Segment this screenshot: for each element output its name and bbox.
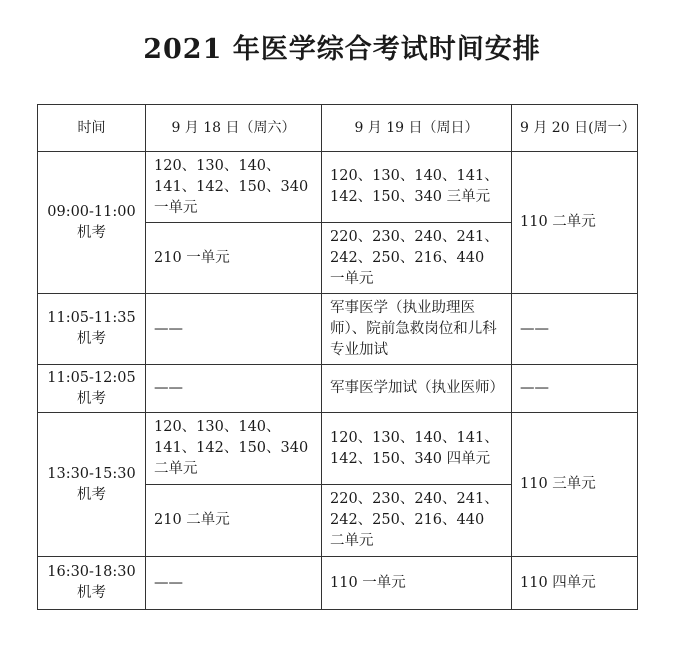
sep18-cell: 210 二单元 bbox=[146, 485, 322, 557]
table-row bbox=[38, 365, 638, 413]
time-cell bbox=[38, 365, 146, 413]
time-range: 11:05-12:05 bbox=[47, 369, 136, 386]
sep18-cell: —— bbox=[146, 294, 322, 365]
exam-mode: 机考 bbox=[77, 390, 106, 407]
time-range: 13:30-15:30 bbox=[47, 465, 136, 482]
sep20-cell: 110 二单元 bbox=[512, 152, 638, 294]
schedule-table bbox=[37, 104, 638, 610]
sep19-cell: 120、130、140、141、142、150、340 四单元 bbox=[322, 413, 512, 485]
exam-mode: 机考 bbox=[77, 486, 106, 503]
time-cell bbox=[38, 413, 146, 557]
time-range: 09:00-11:00 bbox=[47, 203, 136, 220]
time-cell bbox=[38, 294, 146, 365]
sep20-cell: —— bbox=[512, 294, 638, 365]
header-sep20: 9 月 20 日(周一） bbox=[512, 105, 638, 152]
time-range: 11:05-11:35 bbox=[47, 310, 136, 326]
time-cell bbox=[38, 152, 146, 294]
sep19-cell: 220、230、240、241、242、250、216、440 一单元 bbox=[322, 223, 512, 294]
time-range: 16:30-18:30 bbox=[47, 564, 136, 580]
sep19-cell: 110 一单元 bbox=[322, 557, 512, 610]
header-sep18: 9 月 18 日（周六） bbox=[146, 105, 322, 152]
sep20-cell: —— bbox=[512, 365, 638, 413]
table-row bbox=[38, 152, 638, 223]
exam-mode: 机考 bbox=[77, 585, 106, 601]
table-row bbox=[38, 413, 638, 485]
sep19-cell: 军事医学加试（执业医师） bbox=[322, 365, 512, 413]
sep19-cell: 220、230、240、241、242、250、216、440 二单元 bbox=[322, 485, 512, 557]
sep18-cell: 120、130、140、141、142、150、340 一单元 bbox=[146, 152, 322, 223]
sep20-cell: 110 四单元 bbox=[512, 557, 638, 610]
sep20-cell: 110 三单元 bbox=[512, 413, 638, 557]
table-row bbox=[38, 557, 638, 610]
page-title: 2021 年医学综合考试时间安排 bbox=[143, 34, 541, 65]
sep19-cell: 军事医学（执业助理医师）、院前急救岗位和儿科专业加试 bbox=[322, 294, 512, 365]
sep18-cell: —— bbox=[146, 557, 322, 610]
sep18-cell: 210 一单元 bbox=[146, 223, 322, 294]
header-time: 时间 bbox=[38, 105, 146, 152]
sep19-cell: 120、130、140、141、142、150、340 三单元 bbox=[322, 152, 512, 223]
header-row bbox=[38, 105, 638, 152]
table-row bbox=[38, 294, 638, 365]
time-cell bbox=[38, 557, 146, 610]
sep18-cell: 120、130、140、141、142、150、340 二单元 bbox=[146, 413, 322, 485]
header-sep19: 9 月 19 日（周日） bbox=[322, 105, 512, 152]
sep18-cell: —— bbox=[146, 365, 322, 413]
exam-mode: 机考 bbox=[77, 331, 106, 347]
exam-mode: 机考 bbox=[77, 224, 106, 241]
